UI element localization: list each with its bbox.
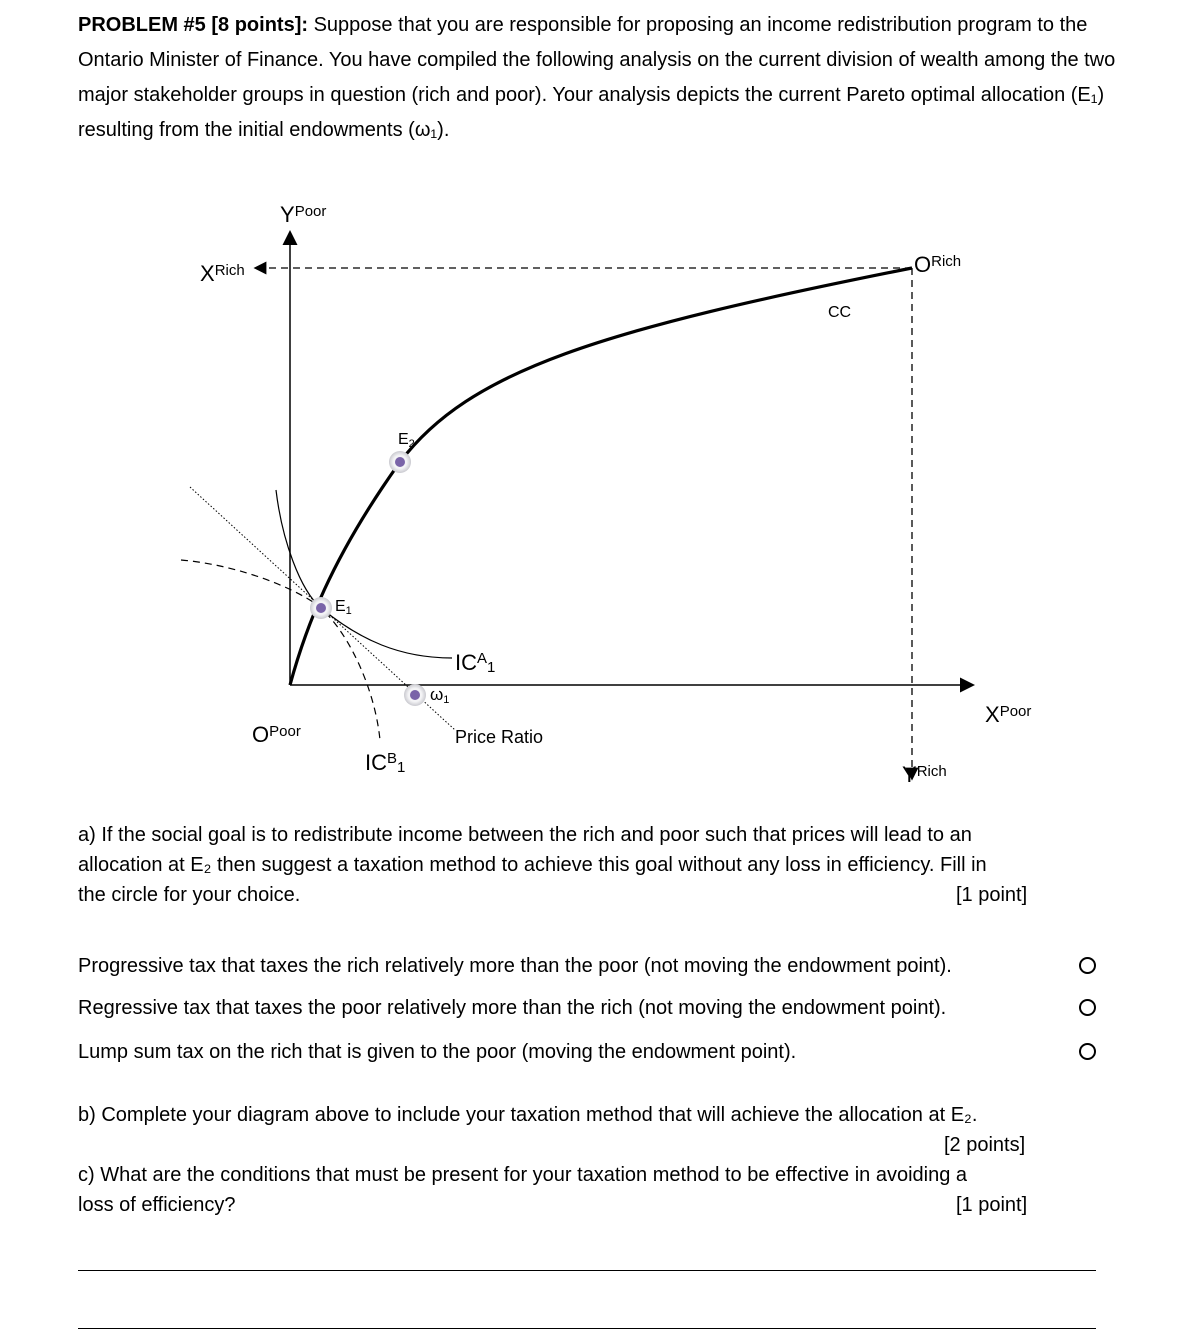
part-a-line3: the circle for your choice. [78,884,301,906]
label-omega1: ω1 [430,685,450,706]
point-e2 [389,451,411,473]
part-b-points: [2 points] [944,1134,1026,1156]
option-regressive-tax: Regressive tax that taxes the poor relatively more than the rich (not moving the endowment point). [78,997,947,1019]
part-a-line2: allocation at E₂ then suggest a taxation method to achieve this goal without any loss in efficiency. Fill in [78,854,987,876]
label-e1: E1 [335,598,352,617]
option-progressive-radio[interactable] [1079,957,1096,974]
answer-line-2[interactable] [78,1328,1096,1329]
part-a-line1: a) If the social goal is to redistribute income between the rich and poor such that prices will lead to an [78,824,972,846]
contract-curve [290,268,912,685]
part-c-line1: c) What are the conditions that must be present for your taxation method to be effective in avoiding a [78,1164,968,1186]
part-a-points: [1 point] [956,884,1028,906]
option-regressive-radio[interactable] [1079,999,1096,1016]
point-omega1 [404,684,426,706]
label-icb1: $IC^B_1$ [365,750,406,776]
option-lump-sum-tax: Lump sum tax on the rich that is given to the poor (moving the endowment point). [78,1041,797,1063]
answer-line-1[interactable] [78,1270,1096,1271]
part-b-line1: b) Complete your diagram above to include your taxation method that will achieve the allocation at E₂. [78,1104,978,1126]
label-price-ratio: Price Ratio [455,727,544,747]
label-cc: CC [828,304,852,321]
label-o-poor: $O^{Poor}$ [252,722,301,747]
label-y-poor: $Y^{Poor}$ [280,202,327,227]
point-e1 [310,597,332,619]
label-ica1: $IC^A_1$ [455,650,496,676]
label-x-poor: $X^{Poor}$ [985,702,1032,727]
label-o-rich: $O^{Rich}$ [914,252,962,277]
label-e2: E2 [398,431,415,450]
label-y-rich: $Y^{Rich}$ [902,762,947,787]
part-c-line2: loss of efficiency? [78,1194,236,1216]
label-x-rich: $X^{Rich}$ [200,261,245,286]
option-lump-sum-radio[interactable] [1079,1043,1096,1060]
part-c-points: [1 point] [956,1194,1028,1216]
indifference-curve-b1 [181,560,380,740]
problem-text: Suppose that you are responsible for proposing an income redistribution program to the Ontario Minister of Finance. You have compiled the following analysis on the current division of wealth among the two major stakeholder groups in question (rich and poor). Your analysis depicts the current Pareto optimal allocation (E₁) resulting from the initial endowments (ω₁). [78,14,1116,141]
option-progressive-tax: Progressive tax that taxes the rich relatively more than the poor (not moving the endowment point). [78,955,952,977]
problem-heading: PROBLEM #5 [8 points]: [78,14,309,36]
